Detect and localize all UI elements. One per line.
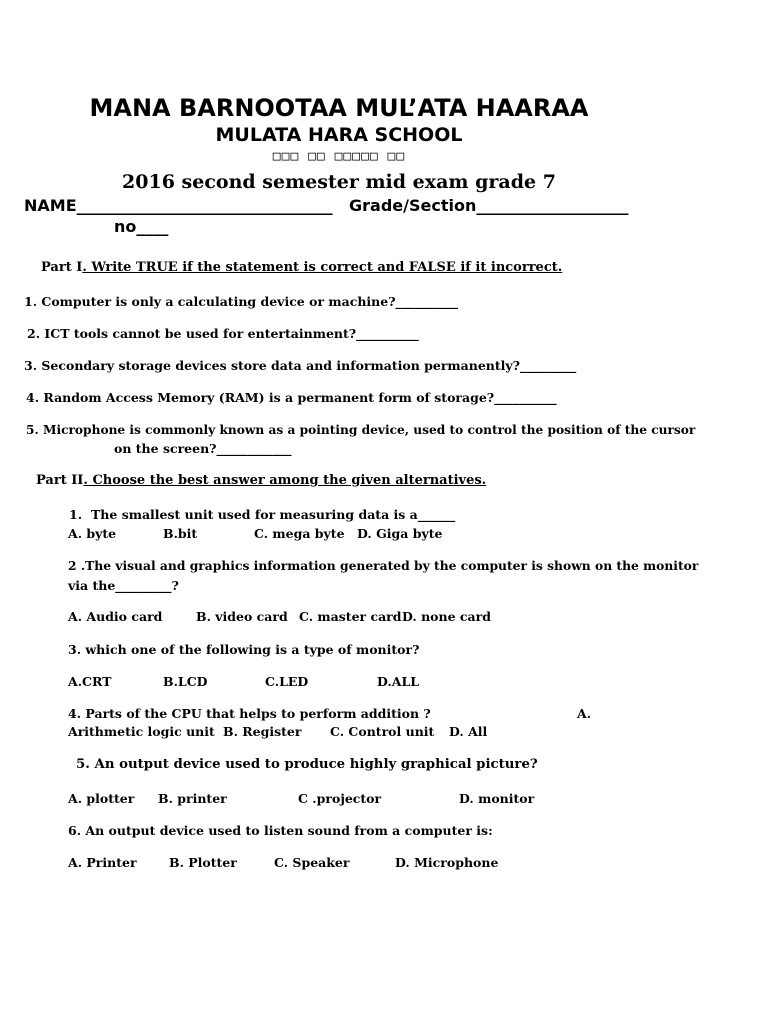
part1-instruction: . Write TRUE if the statement is correct and FALSE if it incorrect. bbox=[82, 260, 563, 275]
part1-question-5-continued: on the screen?____________ bbox=[114, 441, 292, 456]
part2-q1-option-d: D. Giga byte bbox=[357, 526, 443, 541]
part2-q4-option-a-label: A. bbox=[577, 706, 592, 721]
part2-q5-option-b: B. printer bbox=[158, 791, 227, 806]
part1-question-3: 3. Secondary storage devices store data and information permanently?_________ bbox=[24, 358, 577, 373]
part2-q2-option-a: A. Audio card bbox=[68, 609, 163, 624]
part2-prefix: Part II bbox=[36, 473, 84, 488]
part2-q3-option-c: C.LED bbox=[265, 674, 309, 689]
part2-q3-text: 3. which one of the following is a type of monitor? bbox=[68, 642, 420, 657]
number-field: no____ bbox=[114, 217, 169, 236]
school-subtitle: MULATA HARA SCHOOL bbox=[215, 124, 463, 146]
part2-q6-option-a: A. Printer bbox=[68, 855, 137, 870]
amharic-school-name: □□□ □□ □□□□□ □□ bbox=[272, 149, 406, 164]
school-title: MANA BARNOOTAA MUL’ATA HAARAA bbox=[89, 94, 589, 122]
part1-question-4: 4. Random Access Memory (RAM) is a permanent form of storage?__________ bbox=[26, 390, 557, 405]
part2-q3-option-b: B.LCD bbox=[163, 674, 208, 689]
part2-q1-option-a: A. byte bbox=[68, 526, 117, 541]
part2-q5-option-d: D. monitor bbox=[459, 791, 535, 806]
part2-q4-option-a: Arithmetic logic unit bbox=[68, 724, 215, 739]
part2-q6-text: 6. An output device used to listen sound from a computer is: bbox=[68, 823, 493, 838]
part1-question-5: 5. Microphone is commonly known as a pointing device, used to control the position of the cursor bbox=[26, 423, 696, 437]
exam-title: 2016 second semester mid exam grade 7 bbox=[122, 171, 556, 193]
part2-q6-option-b: B. Plotter bbox=[169, 855, 237, 870]
part2-q5-option-a: A. plotter bbox=[68, 791, 135, 806]
part2-q1-number: 1. bbox=[69, 507, 83, 522]
part2-instruction: . Choose the best answer among the given alternatives. bbox=[83, 473, 487, 488]
part2-q6-option-c: C. Speaker bbox=[274, 855, 350, 870]
part1-heading bbox=[41, 260, 562, 275]
part2-q2-option-b: B. video card bbox=[196, 609, 288, 624]
part1-question-1: 1. Computer is only a calculating device or machine?__________ bbox=[24, 294, 459, 309]
part1-prefix: Part I bbox=[41, 260, 83, 275]
part2-q3-option-a: A.CRT bbox=[68, 674, 112, 689]
part2-q2-text-continued: via the_________? bbox=[68, 578, 179, 593]
part2-q2-option-c: C. master card bbox=[299, 609, 402, 624]
part2-q5-option-c: C .projector bbox=[298, 791, 382, 806]
part2-q1-option-c: C. mega byte bbox=[254, 526, 345, 541]
part2-q6-option-d: D. Microphone bbox=[395, 855, 499, 870]
part2-q4-option-c: C. Control unit bbox=[330, 724, 435, 739]
part2-q4-option-d: D. All bbox=[449, 724, 488, 739]
part2-q1-text: The smallest unit used for measuring data is a______ bbox=[91, 507, 456, 522]
grade-section-field: Grade/Section___________________ bbox=[349, 196, 629, 215]
part2-q4-option-b: B. Register bbox=[223, 724, 302, 739]
name-field: NAME________________________________ bbox=[24, 196, 333, 215]
part2-heading bbox=[36, 473, 486, 488]
part2-q1-option-b: B.bit bbox=[163, 526, 198, 541]
part2-q2-text: 2 .The visual and graphics information generated by the computer is shown on the monitor bbox=[68, 558, 699, 573]
part2-q2-option-d: D. none card bbox=[402, 609, 491, 624]
part2-q4-text: 4. Parts of the CPU that helps to perform addition ? bbox=[68, 706, 431, 721]
part2-q5-text: 5. An output device used to produce highly graphical picture? bbox=[76, 757, 538, 772]
part1-question-2: 2. ICT tools cannot be used for entertainment?__________ bbox=[27, 326, 419, 341]
part2-q3-option-d: D.ALL bbox=[377, 674, 420, 689]
